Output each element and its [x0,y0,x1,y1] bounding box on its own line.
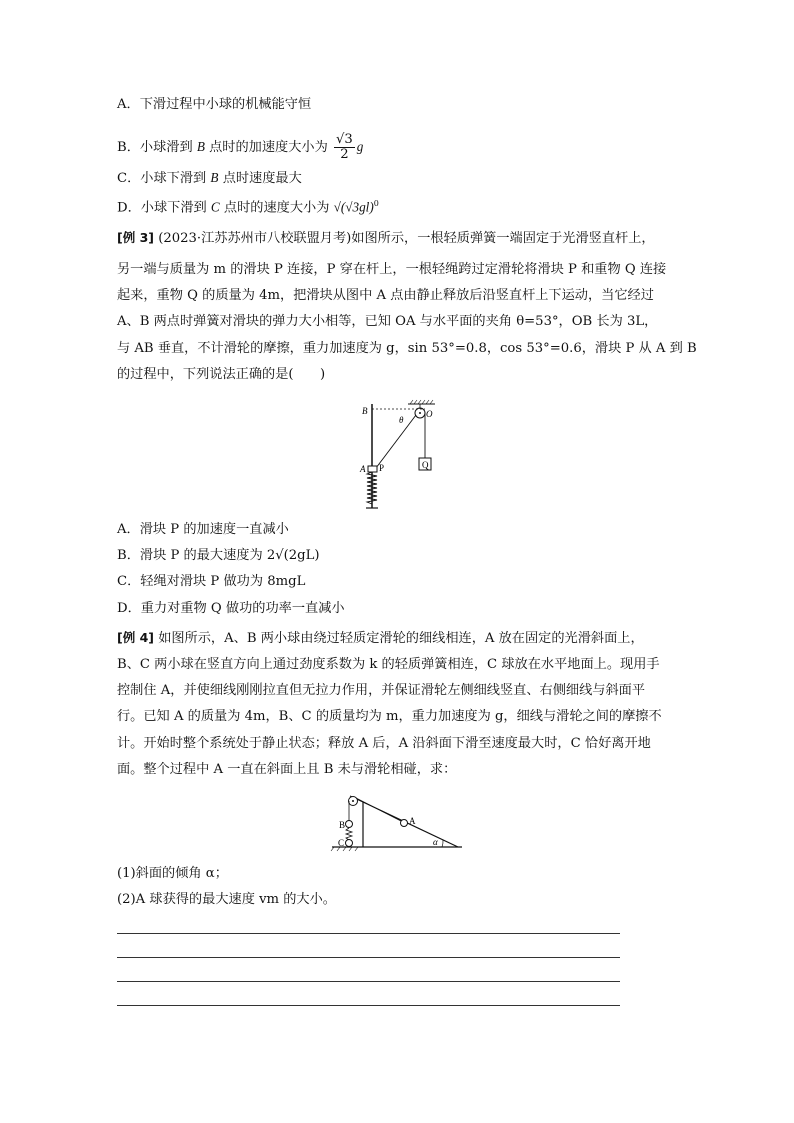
answer-line [117,981,620,982]
example3-text-0: 如图所示，一根轻质弹簧一端固定于光滑竖直杆上， [351,231,655,246]
answer-line [117,1005,620,1006]
point-label: B [196,139,205,154]
example3-line-1 [117,228,655,249]
example4-figure [330,792,465,854]
example4-line-2: B、C 两小球在竖直方向上通过劲度系数为 k 的轻质弹簧相连，C 球放在水平地面上。现用手 [117,657,660,672]
ball-a [401,820,408,827]
fraction-denominator: 2 [340,147,349,162]
option-b-mid: 点时的加速度大小为 [209,140,328,155]
label-o: O [426,409,433,419]
option-c-prev [117,168,302,189]
ball-c [346,840,353,847]
example4-tag: [例 4] [117,630,154,645]
example3-line-4: A、B 两点时弹簧对滑块的弹力大小相等，已知 OA 与水平面的夹角 θ=53°，OB 长为 3L， [117,314,658,329]
question-1: (1)斜面的倾角 α； [117,866,228,881]
subscript-zero: 0 [373,199,379,208]
example4-line-6: 面。整个过程中 A 一直在斜面上且 B 未与滑轮相碰，求： [117,762,457,777]
label-a: A [360,464,366,474]
label-b: B [362,406,368,416]
answer-line [117,933,620,934]
option-a-prev: A．下滑过程中小球的机械能守恒 [117,97,312,112]
ceiling-hatch [410,400,433,404]
question-2: (2)A 球获得的最大速度 vm 的大小。 [117,892,336,907]
velocity-expression: √(√3gl) [333,199,374,215]
fraction [334,133,355,162]
example3-tag: [例 3] [117,230,154,245]
rope-pa [376,415,416,468]
example3-option-a: A．滑块 P 的加速度一直减小 [117,522,289,537]
label-p: P [379,463,385,473]
label-q: Q [422,460,429,470]
fraction-numerator: √3 [336,132,353,147]
option-b-prev [117,133,363,162]
example3-option-d: D．重力对重物 Q 做功的功率一直减小 [117,601,345,616]
example3-option-b: B．滑块 P 的最大速度为 2√(2gL) [117,548,320,563]
example4-text-0: 如图所示，A、B 两小球由绕过轻质定滑轮的细线相连，A 放在固定的光滑斜面上， [158,631,644,646]
label-c: C [338,838,345,848]
example3-figure [350,398,450,516]
gravity-symbol: g [356,139,364,154]
spring [346,828,352,840]
label-theta: θ [399,415,404,425]
example3-line-5: 与 AB 垂直，不计滑轮的摩擦，重力加速度为 g，sin 53°=0.8，cos 53°=0.6，滑块 P 从 A 到 B [117,341,697,356]
point-label: B [210,170,219,185]
angle-arc [442,840,443,847]
label-a: A [409,816,416,826]
option-d-mid: 点时的速度大小为 [223,200,330,216]
example3-line-2: 另一端与质量为 m 的滑块 P 连接，P 穿在杆上，一根轻绳跨过定滑轮将滑块 P 和重物 Q 连接 [117,262,667,277]
example3-source: (2023·江苏苏州市八校联盟月考) [158,231,352,246]
example4-line-1 [117,628,644,649]
label-alpha: α [433,837,438,847]
example4-line-3: 控制住 A，并使细线刚刚拉直但无拉力作用，并保证滑轮左侧细线竖直、右侧细线与斜面平 [117,683,646,698]
example4-line-5: 计。开始时整个系统处于静止状态；释放 A 后，A 沿斜面下滑至速度最大时，C 恰好离开地 [117,736,651,751]
ball-b [346,821,353,828]
example3-option-c: C．轻绳对滑块 P 做功为 8mgL [117,574,306,589]
example3-line-6: 的过程中，下列说法正确的是( ) [117,367,326,382]
answer-line [117,957,620,958]
point-label: C [210,199,220,215]
slider-p [368,466,377,472]
option-d-prefix: D．小球下滑到 [117,200,207,216]
option-d-prev [117,194,379,218]
option-b-prefix: B．小球滑到 [117,140,193,155]
option-c-prefix: C．小球下滑到 [117,171,207,186]
example4-line-4: 行。已知 A 的质量为 4m，B、C 的质量均为 m，重力加速度为 g，细线与滑轮之间的摩擦不 [117,709,662,724]
option-c-suffix: 点时速度最大 [222,171,302,186]
example3-line-3: 起来，重物 Q 的质量为 4m，把滑块从图中 A 点由静止释放后沿竖直杆上下运动，当它经过 [117,288,654,303]
label-b: B [339,820,346,830]
